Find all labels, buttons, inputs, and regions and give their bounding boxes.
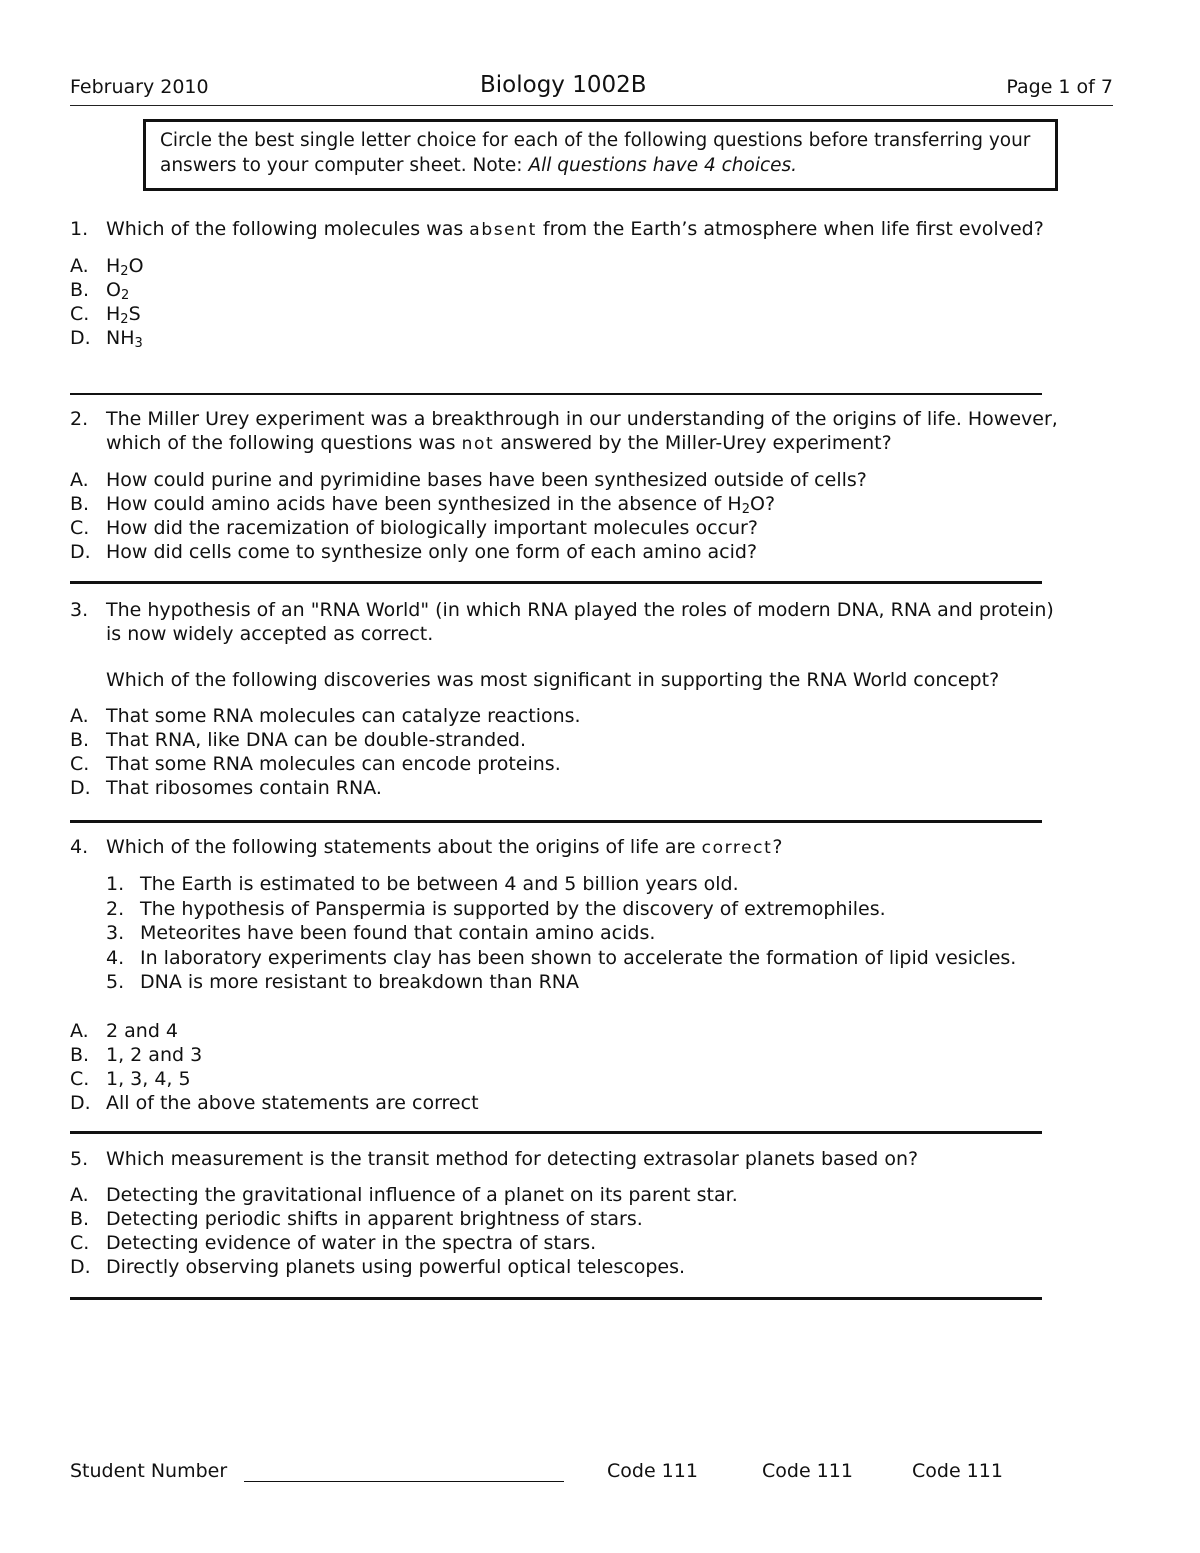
- option-text: H: [106, 303, 121, 325]
- option-c[interactable]: [70, 1231, 1060, 1255]
- answer-options: [70, 704, 1060, 800]
- statement-item: [106, 970, 1060, 995]
- option-b[interactable]: [70, 1207, 1060, 1231]
- option-letter: D.: [70, 1091, 91, 1114]
- question-stem: [70, 835, 1060, 860]
- question-4: [70, 835, 1060, 1115]
- exam-date: February 2010: [70, 76, 209, 98]
- option-letter: B.: [70, 1043, 90, 1066]
- stem-text: The Miller Urey experiment was a breakthrough in our understanding of the origins of life. However, which of the following questions was: [106, 408, 1058, 454]
- option-text: All of the above statements are correct: [106, 1091, 479, 1114]
- option-text: Directly observing planets using powerful optical telescopes.: [106, 1256, 686, 1278]
- subscript: 2: [120, 264, 129, 279]
- option-letter: A.: [70, 1184, 89, 1206]
- instructions-text: Circle the best single letter choice for each of the following questions before transferring your answers to your computer sheet. Note:: [160, 130, 1031, 176]
- option-text: Detecting evidence of water in the spectra of stars.: [106, 1232, 597, 1254]
- stem-text: from the Earth’s atmosphere when life first evolved?: [542, 218, 1044, 240]
- instructions-note: All questions have 4 choices.: [528, 155, 798, 176]
- option-text: Detecting the gravitational influence of a planet on its parent star.: [106, 1184, 738, 1206]
- option-text: 1, 3, 4, 5: [106, 1067, 191, 1090]
- option-text: H: [106, 255, 121, 277]
- student-number-field[interactable]: [244, 1481, 564, 1482]
- option-a[interactable]: [70, 1183, 1060, 1207]
- stem-emphasis: absent: [469, 220, 537, 240]
- option-text: O: [128, 255, 144, 277]
- option-text: O: [106, 279, 121, 301]
- stem-text: Which of the following molecules was: [106, 218, 464, 240]
- stem-emphasis: correct: [701, 838, 773, 858]
- subscript: 2: [741, 502, 750, 517]
- page-number: Page 1 of 7: [1006, 76, 1113, 98]
- option-text: Detecting periodic shifts in apparent brightness of stars.: [106, 1208, 643, 1230]
- option-b[interactable]: [70, 1043, 1060, 1067]
- question-number: 2.: [70, 408, 89, 430]
- option-a[interactable]: [70, 468, 1060, 492]
- option-text: S: [128, 303, 141, 325]
- option-c[interactable]: [70, 752, 1060, 776]
- option-c[interactable]: [70, 516, 1060, 540]
- option-letter: C.: [70, 517, 90, 539]
- option-letter: C.: [70, 1232, 90, 1254]
- statement-number: 5.: [106, 971, 125, 993]
- statement-item: [106, 921, 1060, 946]
- exam-code: Code 111: [607, 1460, 698, 1482]
- option-d[interactable]: [70, 1255, 1060, 1279]
- course-title: Biology 1002B: [480, 72, 647, 98]
- stem-text: Which of the following statements about the origins of life are: [106, 836, 696, 858]
- instructions-box: [143, 119, 1058, 191]
- question-stem: [70, 217, 1060, 242]
- question-stem: [70, 598, 1060, 646]
- option-text: NH: [106, 327, 135, 349]
- option-text: How could amino acids have been synthesized in the absence of H: [106, 493, 742, 515]
- question-stem: [70, 1147, 1060, 1171]
- option-letter: A.: [70, 469, 89, 491]
- option-text: O?: [749, 493, 776, 515]
- question-2: [70, 407, 1060, 564]
- statement-item: [106, 946, 1060, 971]
- question-5: [70, 1147, 1060, 1279]
- answer-options: [70, 1019, 1060, 1115]
- statement-item: [106, 872, 1060, 897]
- statement-list: [70, 872, 1060, 995]
- statement-text: The hypothesis of Panspermia is supported by the discovery of extremophiles.: [140, 897, 886, 920]
- option-letter: B.: [70, 729, 90, 751]
- option-letter: A.: [70, 1019, 89, 1042]
- option-letter: D.: [70, 327, 91, 349]
- option-a[interactable]: [70, 254, 1060, 278]
- exam-code: Code 111: [912, 1460, 1003, 1482]
- question-number: 1.: [70, 218, 89, 240]
- question-stem: [70, 407, 1060, 456]
- option-letter: A.: [70, 255, 89, 277]
- divider: [70, 820, 1042, 823]
- option-text: That RNA, like DNA can be double-stranded.: [106, 729, 527, 751]
- option-text: That some RNA molecules can encode proteins.: [106, 753, 561, 775]
- option-d[interactable]: [70, 776, 1060, 800]
- subscript: 2: [120, 288, 130, 303]
- divider: [70, 1131, 1042, 1134]
- exam-code: Code 111: [762, 1460, 853, 1482]
- answer-options: [70, 1183, 1060, 1279]
- option-letter: B.: [70, 1208, 90, 1230]
- option-letter: A.: [70, 705, 89, 727]
- option-c[interactable]: [70, 302, 1060, 326]
- option-b[interactable]: [70, 728, 1060, 752]
- statement-number: 2.: [106, 897, 125, 920]
- statement-number: 1.: [106, 873, 125, 895]
- stem-text: The hypothesis of an "RNA World" (in which RNA played the roles of modern DNA, RNA and protein) is now widely accepted as correct.: [106, 599, 1054, 645]
- divider: [70, 1297, 1042, 1300]
- question-1: [70, 217, 1060, 350]
- option-text: How did cells come to synthesize only one form of each amino acid?: [106, 541, 758, 563]
- option-letter: D.: [70, 541, 91, 563]
- option-letter: C.: [70, 1067, 90, 1090]
- option-letter: C.: [70, 303, 90, 325]
- option-text: How could purine and pyrimidine bases have been synthesized outside of cells?: [106, 469, 867, 491]
- option-text: 2 and 4: [106, 1019, 179, 1042]
- subscript: 3: [134, 336, 143, 351]
- option-letter: C.: [70, 753, 90, 775]
- option-d[interactable]: [70, 326, 1060, 350]
- option-d[interactable]: [70, 540, 1060, 564]
- question-number: 4.: [70, 836, 89, 858]
- option-a[interactable]: [70, 704, 1060, 728]
- answer-options: [70, 468, 1060, 564]
- option-d[interactable]: [70, 1091, 1060, 1115]
- stem-text: Which measurement is the transit method for detecting extrasolar planets based on?: [106, 1148, 919, 1170]
- option-letter: B.: [70, 493, 90, 515]
- divider: [70, 393, 1042, 395]
- statement-text: In laboratory experiments clay has been shown to accelerate the formation of lipid vesicles.: [140, 946, 1017, 969]
- statement-number: 3.: [106, 922, 125, 944]
- option-text: That some RNA molecules can catalyze reactions.: [106, 705, 581, 727]
- stem-text: ?: [772, 836, 783, 858]
- option-text: That ribosomes contain RNA.: [106, 777, 382, 799]
- page-header: [70, 74, 1113, 106]
- statement-text: Meteorites have been found that contain amino acids.: [140, 922, 656, 944]
- stem-emphasis: not: [461, 434, 495, 454]
- question-3: [70, 598, 1060, 800]
- statement-text: DNA is more resistant to breakdown than RNA: [140, 971, 579, 993]
- statement-number: 4.: [106, 946, 125, 969]
- option-c[interactable]: [70, 1067, 1060, 1091]
- option-letter: D.: [70, 1256, 91, 1278]
- question-prompt: Which of the following discoveries was most significant in supporting the RNA World concept?: [106, 669, 1000, 691]
- divider: [70, 581, 1042, 584]
- option-letter: D.: [70, 777, 91, 799]
- answer-options: [70, 254, 1060, 350]
- stem-text: answered by the Miller-Urey experiment?: [500, 432, 892, 454]
- statement-text: The Earth is estimated to be between 4 and 5 billion years old.: [140, 873, 739, 895]
- option-b[interactable]: [70, 278, 1060, 302]
- question-number: 5.: [70, 1148, 89, 1170]
- option-b[interactable]: [70, 492, 1060, 516]
- option-a[interactable]: [70, 1019, 1060, 1043]
- option-text: How did the racemization of biologically important molecules occur?: [106, 517, 758, 539]
- option-text: 1, 2 and 3: [106, 1043, 203, 1066]
- question-number: 3.: [70, 599, 89, 621]
- option-letter: B.: [70, 279, 90, 301]
- statement-item: [106, 897, 1060, 922]
- student-number-label: Student Number: [70, 1460, 228, 1482]
- subscript: 2: [120, 312, 129, 327]
